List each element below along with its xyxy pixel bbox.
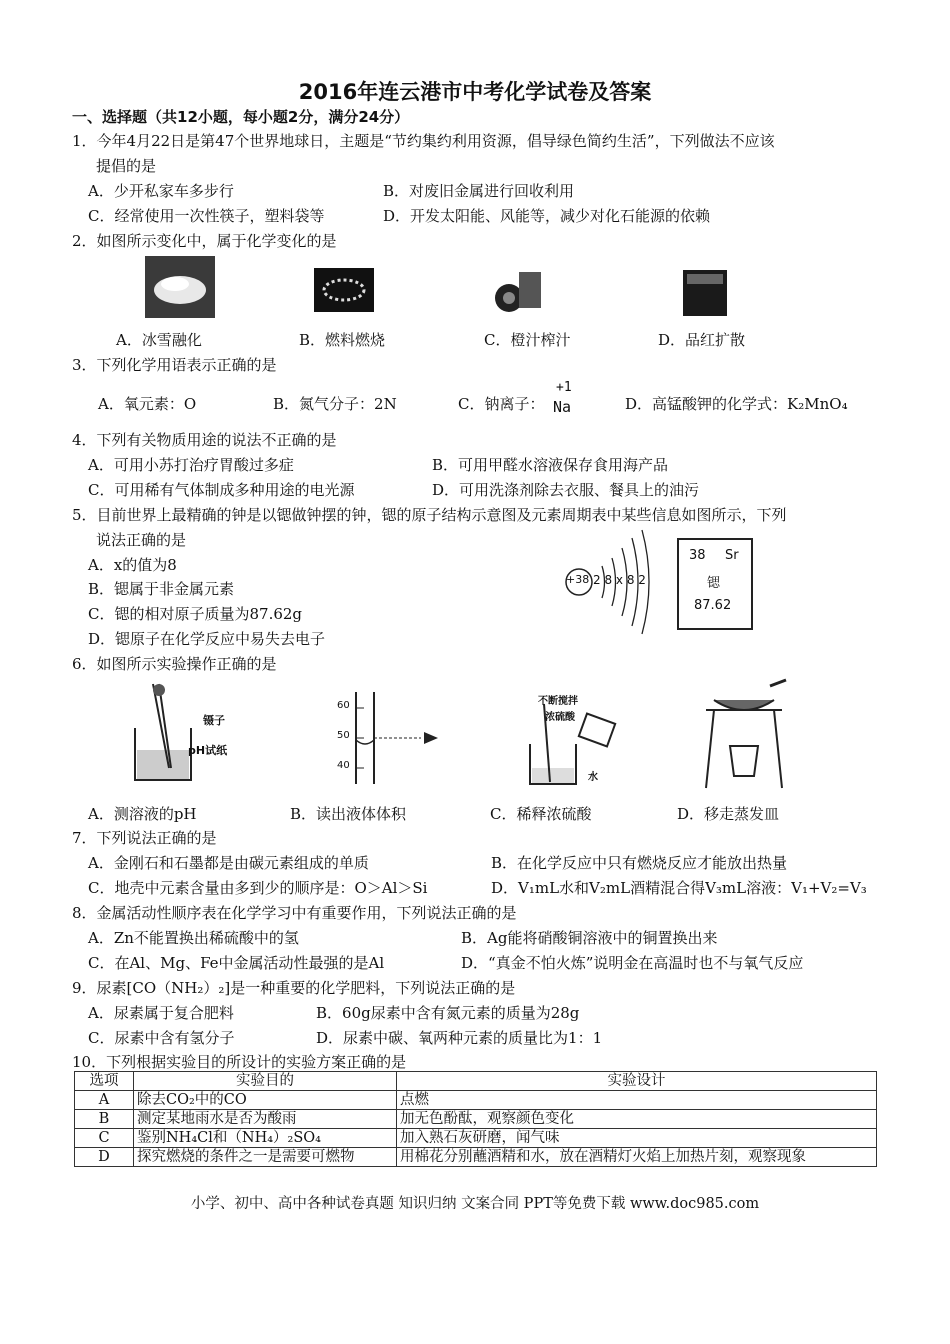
q5-option-b: B．锶属于非金属元素 bbox=[88, 580, 235, 598]
q2-option-a: A．冰雪融化 bbox=[116, 331, 202, 349]
table-header-cell: 实验设计 bbox=[397, 1072, 877, 1091]
table-cell: 探究燃烧的条件之一是需要可燃物 bbox=[134, 1148, 397, 1167]
q4-option-a: A．可用小苏打治疗胃酸过多症 bbox=[88, 456, 294, 474]
tweezers-label: 镊子 bbox=[203, 714, 225, 727]
table-cell: 除去CO₂中的CO bbox=[134, 1091, 397, 1110]
ph-test-figure bbox=[125, 678, 235, 788]
stir-label: 不断搅拌 bbox=[538, 696, 578, 707]
q5-stem: 5．目前世界上最精确的钟是以锶做钟摆的钟，锶的原子结构示意图及元素周期表中某些信息如图所示，下列 bbox=[72, 506, 787, 524]
q3-charge: +1 bbox=[556, 380, 572, 395]
element-mass: 87.62 bbox=[694, 598, 732, 613]
q9-option-a: A．尿素属于复合肥料 bbox=[88, 1004, 234, 1022]
q3-option-b: B．氮气分子：2N bbox=[273, 395, 397, 413]
q4-option-d: D．可用洗涤剂除去衣服、餐具上的油污 bbox=[432, 481, 700, 499]
element-number: 38 bbox=[689, 548, 706, 563]
q1-option-c: C．经常使用一次性筷子，塑料袋等 bbox=[88, 207, 325, 225]
q5-option-d: D．锶原子在化学反应中易失去电子 bbox=[88, 630, 326, 648]
q4-stem: 4．下列有关物质用途的说法不正确的是 bbox=[72, 431, 337, 449]
table-cell: 加入熟石灰研磨，闻气味 bbox=[397, 1129, 877, 1148]
q5-stem-cont: 说法正确的是 bbox=[96, 531, 187, 549]
page-title: 2016年连云港市中考化学试卷及答案 bbox=[298, 80, 652, 104]
atom-shells: 2 8 x 8 2 bbox=[593, 573, 646, 587]
q6-option-c: C．稀释浓硫酸 bbox=[490, 805, 592, 823]
q8-option-c: C．在Al、Mg、Fe中金属活动性最强的是Al bbox=[88, 954, 385, 972]
q1-option-b: B．对废旧金属进行回收利用 bbox=[383, 182, 575, 200]
table-row bbox=[75, 1110, 877, 1129]
scale-40: 40 bbox=[337, 760, 350, 771]
q1-option-d: D．开发太阳能、风能等，减少对化石能源的依赖 bbox=[383, 207, 711, 225]
element-name: 锶 bbox=[707, 576, 721, 591]
q5-option-a: A．x的值为8 bbox=[88, 556, 177, 574]
q9-option-b: B．60g尿素中含有氮元素的质量为28g bbox=[316, 1004, 580, 1022]
q5-option-c: C．锶的相对原子质量为87.62g bbox=[88, 605, 303, 623]
q6-option-b: B．读出液体体积 bbox=[290, 805, 407, 823]
table-cell: B bbox=[75, 1110, 134, 1129]
q7-option-b: B．在化学反应中只有燃烧反应才能放出热量 bbox=[491, 854, 788, 872]
juicer-photo bbox=[489, 262, 549, 318]
q7-option-a: A．金刚石和石墨都是由碳元素组成的单质 bbox=[88, 854, 369, 872]
page-footer: 小学、初中、高中各种试卷真题 知识归纳 文案合同 PPT等免费下载 www.doc985.com bbox=[190, 1196, 760, 1212]
ice-melting-photo bbox=[145, 256, 215, 318]
table-cell: 点燃 bbox=[397, 1091, 877, 1110]
q4-option-b: B．可用甲醛水溶液保存食用海产品 bbox=[432, 456, 669, 474]
table-header-row bbox=[75, 1072, 877, 1091]
scale-60: 60 bbox=[337, 700, 350, 711]
atom-nucleus: +38 bbox=[566, 573, 590, 586]
element-symbol: Sr bbox=[725, 548, 739, 563]
section-heading: 一、选择题（共12小题，每小题2分，满分24分） bbox=[72, 108, 410, 126]
water-label: 水 bbox=[588, 772, 598, 783]
acid-label: 浓硫酸 bbox=[545, 712, 575, 723]
q6-option-d: D．移走蒸发皿 bbox=[677, 805, 780, 823]
q7-stem: 7．下列说法正确的是 bbox=[72, 829, 217, 847]
element-card bbox=[677, 538, 753, 630]
table-cell: 加无色酚酞，观察颜色变化 bbox=[397, 1110, 877, 1129]
table-row bbox=[75, 1129, 877, 1148]
scale-50: 50 bbox=[337, 730, 350, 741]
q8-stem: 8．金属活动性顺序表在化学学习中有重要作用，下列说法正确的是 bbox=[72, 904, 517, 922]
q4-option-c: C．可用稀有气体制成多种用途的电光源 bbox=[88, 481, 355, 499]
q3-option-d: D．高锰酸钾的化学式：K₂MnO₄ bbox=[625, 395, 848, 413]
q9-stem: 9．尿素[CO（NH₂）₂]是一种重要的化学肥料，下列说法正确的是 bbox=[72, 979, 516, 997]
q3-option-c: C．钠离子： bbox=[458, 395, 545, 413]
q6-option-a: A．测溶液的pH bbox=[88, 805, 197, 823]
table-header-cell: 选项 bbox=[75, 1072, 134, 1091]
q2-option-c: C．橙汁榨汁 bbox=[484, 331, 571, 349]
evaporating-dish-figure bbox=[700, 676, 790, 792]
beaker-diffusion-photo bbox=[677, 266, 733, 320]
q8-option-b: B．Ag能将硝酸铜溶液中的铜置换出来 bbox=[461, 929, 718, 947]
q1-stem: 1．今年4月22日是第47个世界地球日，主题是“节约集约利用资源，倡导绿色简约生活”，下列做法不应该 bbox=[72, 132, 775, 150]
q2-stem: 2．如图所示变化中，属于化学变化的是 bbox=[72, 232, 337, 250]
burner-flame-photo bbox=[314, 268, 374, 312]
q1-option-a: A．少开私家车多步行 bbox=[88, 182, 234, 200]
q8-option-a: A．Zn不能置换出稀硫酸中的氢 bbox=[88, 929, 299, 947]
q1-stem-cont: 提倡的是 bbox=[96, 157, 157, 175]
experiment-table bbox=[74, 1071, 877, 1167]
ph-paper-label: pH试纸 bbox=[188, 744, 228, 757]
q3-stem: 3．下列化学用语表示正确的是 bbox=[72, 356, 277, 374]
q2-option-d: D．品红扩散 bbox=[658, 331, 746, 349]
q2-option-b: B．燃料燃烧 bbox=[299, 331, 386, 349]
q7-option-c: C．地壳中元素含量由多到少的顺序是：O＞Al＞Si bbox=[88, 879, 428, 897]
table-cell: C bbox=[75, 1129, 134, 1148]
q6-stem: 6．如图所示实验操作正确的是 bbox=[72, 655, 277, 673]
table-cell: D bbox=[75, 1148, 134, 1167]
q3-option-a: A．氧元素：O bbox=[98, 395, 197, 413]
q7-option-d: D．V₁mL水和V₂mL酒精混合得V₃mL溶液：V₁+V₂=V₃ bbox=[491, 879, 867, 897]
table-cell: 鉴别NH₄Cl和（NH₄）₂SO₄ bbox=[134, 1129, 397, 1148]
table-row bbox=[75, 1148, 877, 1167]
q8-option-d: D．“真金不怕火炼”说明金在高温时也不与氧气反应 bbox=[461, 954, 804, 972]
table-header-cell: 实验目的 bbox=[134, 1072, 397, 1091]
q9-option-c: C．尿素中含有氢分子 bbox=[88, 1029, 235, 1047]
table-cell: 用棉花分别蘸酒精和水，放在酒精灯火焰上加热片刻，观察现象 bbox=[397, 1148, 877, 1167]
q9-option-d: D．尿素中碳、氧两种元素的质量比为1：1 bbox=[316, 1029, 603, 1047]
table-row bbox=[75, 1091, 877, 1110]
q10-stem: 10．下列根据实验目的所设计的实验方案正确的是 bbox=[72, 1053, 407, 1071]
table-cell: 测定某地雨水是否为酸雨 bbox=[134, 1110, 397, 1129]
table-cell: A bbox=[75, 1091, 134, 1110]
q3-symbol: Na bbox=[553, 398, 572, 416]
